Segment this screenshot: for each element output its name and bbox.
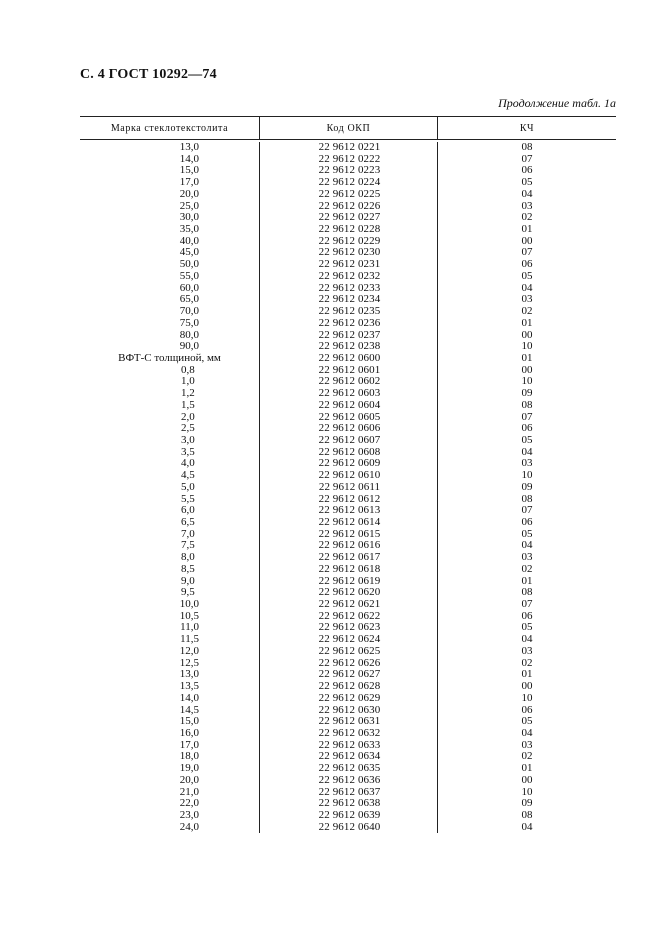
table-row [80,728,616,740]
grade-value: 17,0 [179,176,199,189]
grade-value: 65,0 [179,293,199,306]
kch-cell: 02 [437,564,616,576]
grade-value: 16,0 [179,726,199,739]
okp-code-cell: 22 9612 0616 [259,540,437,552]
kch-cell: 06 [437,165,616,177]
kch-cell: 08 [437,587,616,599]
grade-value: 6,5 [181,516,195,528]
okp-code-cell: 22 9612 0604 [259,400,437,412]
grade-value: 1,5 [181,398,195,411]
okp-code-cell: 22 9612 0639 [259,810,437,822]
kch-cell: 08 [437,810,616,822]
okp-code-cell: 22 9612 0636 [259,775,437,787]
okp-code-cell: 22 9612 0619 [259,576,437,588]
grade-cell [80,775,259,787]
grade-cell [80,611,259,623]
okp-code-cell: 22 9612 0613 [259,505,437,517]
grade-value: 5,5 [181,492,195,505]
okp-code-cell: 22 9612 0233 [259,283,437,295]
table-row [80,224,616,236]
grade-cell [80,283,259,295]
grade-value: 11,0 [180,621,199,634]
kch-cell: 02 [437,658,616,670]
table-row [80,435,616,447]
okp-code-cell: 22 9612 0629 [259,693,437,705]
okp-code-cell: 22 9612 0607 [259,435,437,447]
okp-code-cell: 22 9612 0631 [259,716,437,728]
grade-value: 60,0 [179,281,199,294]
okp-code-cell: 22 9612 0238 [259,341,437,353]
grade-value: 50,0 [179,258,199,271]
okp-code-cell: 22 9612 0237 [259,330,437,342]
okp-code-cell: 22 9612 0627 [259,669,437,681]
kch-cell: 04 [437,283,616,295]
grade-cell [80,388,259,400]
table-row [80,271,616,283]
kch-cell: 04 [437,822,616,834]
grade-value: 18,0 [179,750,199,763]
kch-cell: 00 [437,365,616,377]
grade-value: 6,0 [181,504,195,517]
table-row [80,400,616,412]
kch-cell: 01 [437,224,616,236]
grade-value: 15,0 [179,715,199,728]
okp-code-cell: 22 9612 0621 [259,599,437,611]
kch-cell: 00 [437,775,616,787]
grade-cell [80,669,259,681]
grade-value: 30,0 [179,211,199,224]
grade-value: 12,0 [179,644,199,657]
grade-cell [80,587,259,599]
grade-value: 13,0 [179,141,199,153]
okp-code-cell: 22 9612 0602 [259,376,437,388]
kch-cell: 06 [437,259,616,271]
table-row [80,517,616,529]
grade-value: 3,5 [181,445,195,458]
grade-cell [80,458,259,470]
grade-value: 14,0 [179,691,199,704]
grade-cell [80,646,259,658]
kch-cell: 01 [437,669,616,681]
okp-code-cell: 22 9612 0230 [259,247,437,259]
kch-cell: 10 [437,376,616,388]
kch-cell: 05 [437,529,616,541]
okp-code-cell: 22 9612 0221 [259,142,437,154]
grade-value: 8,5 [181,562,195,575]
kch-cell: 05 [437,622,616,634]
kch-cell: 04 [437,189,616,201]
okp-code-cell: 22 9612 0600 [259,353,437,365]
kch-cell: 01 [437,576,616,588]
okp-code-cell: 22 9612 0615 [259,529,437,541]
kch-cell: 06 [437,611,616,623]
grade-value: 17,0 [179,738,199,751]
okp-code-cell: 22 9612 0623 [259,622,437,634]
grade-value: 14,0 [179,152,199,165]
grade-value: 3,0 [181,433,195,446]
kch-cell: 05 [437,716,616,728]
kch-cell: 09 [437,388,616,400]
grade-value: 7,5 [181,539,195,552]
okp-code-cell: 22 9612 0625 [259,646,437,658]
kch-cell: 03 [437,201,616,213]
grade-cell [80,622,259,634]
grade-value: 4,0 [181,457,195,470]
table-row [80,482,616,494]
page-header: С. 4 ГОСТ 10292—74 [80,67,217,82]
kch-cell: 02 [437,212,616,224]
grade-value: 13,0 [179,668,199,681]
grade-value: 2,0 [181,410,195,423]
grade-value: 11,5 [180,633,199,646]
kch-cell: 08 [437,494,616,506]
grade-cell [80,165,259,177]
grade-cell [80,552,259,564]
grade-cell [80,705,259,717]
okp-code-cell: 22 9612 0235 [259,306,437,318]
grade-value: 25,0 [179,199,199,212]
kch-cell: 01 [437,318,616,330]
column-header-grade: Марка стеклотекстолита [110,122,229,134]
kch-cell: 06 [437,423,616,435]
kch-cell: 05 [437,271,616,283]
grade-cell [80,177,259,189]
okp-code-cell: 22 9612 0637 [259,787,437,799]
grade-cell [80,599,259,611]
table-row [80,810,616,822]
grade-value: 20,0 [179,773,199,786]
okp-code-cell: 22 9612 0635 [259,763,437,775]
kch-cell: 10 [437,787,616,799]
grade-cell [80,658,259,670]
okp-code-cell: 22 9612 0236 [259,318,437,330]
kch-cell: 07 [437,412,616,424]
kch-cell: 03 [437,552,616,564]
grade-cell [80,822,259,834]
grade-cell [80,693,259,705]
kch-cell: 00 [437,681,616,693]
okp-code-cell: 22 9612 0227 [259,212,437,224]
kch-cell: 03 [437,646,616,658]
grade-value: 4,5 [181,469,195,482]
grade-value: 12,5 [179,656,199,669]
kch-cell: 09 [437,798,616,810]
table-header [80,116,616,140]
table-row [80,646,616,658]
grade-value: 45,0 [179,246,199,259]
okp-code-cell: 22 9612 0229 [259,236,437,248]
table-body [80,140,616,833]
grade-cell [80,447,259,459]
grade-value: 70,0 [179,305,199,318]
grade-cell [80,412,259,424]
okp-code-cell: 22 9612 0626 [259,658,437,670]
grade-cell [80,763,259,775]
grade-value: 20,0 [179,187,199,200]
kch-cell: 08 [437,142,616,154]
kch-cell: 07 [437,154,616,166]
grade-value: 19,0 [179,762,199,775]
grade-value: 1,0 [181,375,195,388]
column-header-kch: КЧ [437,117,616,139]
grade-cell [80,330,259,342]
grade-value: 14,5 [179,703,199,716]
okp-code-cell: 22 9612 0226 [259,201,437,213]
grade-cell [80,716,259,728]
okp-code-cell: 22 9612 0231 [259,259,437,271]
grade-value: 13,5 [179,680,199,693]
grade-cell [80,494,259,506]
grade-cell [80,751,259,763]
kch-cell: 02 [437,306,616,318]
kch-cell: 03 [437,294,616,306]
grade-cell [80,201,259,213]
kch-cell: 09 [437,482,616,494]
grade-value: 35,0 [179,223,199,236]
kch-cell: 10 [437,470,616,482]
kch-cell: 05 [437,435,616,447]
okp-code-cell: 22 9612 0632 [259,728,437,740]
kch-cell: 10 [437,341,616,353]
okp-code-cell: 22 9612 0628 [259,681,437,693]
kch-cell: 02 [437,751,616,763]
grade-cell [80,505,259,517]
kch-cell: 01 [437,763,616,775]
grade-cell [80,482,259,494]
okp-code-cell: 22 9612 0634 [259,751,437,763]
table-row [80,353,616,365]
table-row [80,693,616,705]
kch-cell: 07 [437,599,616,611]
grade-value: 7,0 [181,527,195,540]
kch-cell: 00 [437,330,616,342]
okp-code-cell: 22 9612 0606 [259,423,437,435]
grade-cell [80,353,259,365]
grade-value: 15,0 [179,164,199,177]
okp-code-cell: 22 9612 0612 [259,494,437,506]
okp-code-cell: 22 9612 0614 [259,517,437,529]
okp-code-cell: 22 9612 0603 [259,388,437,400]
okp-code-cell: 22 9612 0617 [259,552,437,564]
grade-cell [80,142,259,154]
okp-code-cell: 22 9612 0633 [259,740,437,752]
okp-code-cell: 22 9612 0624 [259,634,437,646]
okp-code-cell: 22 9612 0609 [259,458,437,470]
grade-value: 9,5 [181,586,195,599]
grade-cell [80,423,259,435]
grade-cell [80,517,259,529]
okp-code-cell: 22 9612 0222 [259,154,437,166]
grade-value: 5,0 [181,480,195,493]
grade-cell [80,247,259,259]
table-row [80,318,616,330]
table-row [80,142,616,154]
grade-cell [80,540,259,552]
grade-value: 40,0 [179,234,199,247]
grade-cell [80,376,259,388]
grade-value: 90,0 [179,340,199,353]
grade-cell [80,564,259,576]
grade-value: 10,5 [179,609,199,622]
grade-cell [80,212,259,224]
okp-code-cell: 22 9612 0225 [259,189,437,201]
grade-cell [80,271,259,283]
grade-cell [80,294,259,306]
grade-cell [80,728,259,740]
kch-cell: 08 [437,400,616,412]
kch-cell: 03 [437,458,616,470]
okp-code-cell: 22 9612 0620 [259,587,437,599]
grade-value: 0,8 [181,363,195,376]
kch-cell: 00 [437,236,616,248]
kch-cell: 10 [437,693,616,705]
okp-code-cell: 22 9612 0608 [259,447,437,459]
grade-cell [80,400,259,412]
data-table [80,116,616,833]
grade-cell [80,189,259,201]
kch-cell: 01 [437,353,616,365]
okp-code-cell: 22 9612 0610 [259,470,437,482]
grade-cell [80,318,259,330]
okp-code-cell: 22 9612 0228 [259,224,437,236]
table-row [80,189,616,201]
grade-cell [80,224,259,236]
okp-code-cell: 22 9612 0630 [259,705,437,717]
grade-cell [80,154,259,166]
okp-code-cell: 22 9612 0611 [259,482,437,494]
grade-cell [80,810,259,822]
grade-cell [80,529,259,541]
grade-value: 1,2 [181,387,195,400]
okp-code-cell: 22 9612 0224 [259,177,437,189]
kch-cell: 04 [437,728,616,740]
table-row [80,775,616,787]
grade-cell [80,365,259,377]
okp-code-cell: 22 9612 0234 [259,294,437,306]
kch-cell: 04 [437,447,616,459]
okp-code-cell: 22 9612 0622 [259,611,437,623]
grade-cell [80,740,259,752]
grade-value: ВФТ-С толщиной, мм [118,351,221,364]
grade-cell [80,798,259,810]
grade-value: 21,0 [179,785,199,798]
okp-code-cell: 22 9612 0618 [259,564,437,576]
okp-code-cell: 22 9612 0223 [259,165,437,177]
okp-code-cell: 22 9612 0640 [259,822,437,834]
table-row [80,822,616,834]
kch-cell: 07 [437,247,616,259]
okp-code-cell: 22 9612 0232 [259,271,437,283]
grade-cell [80,470,259,482]
kch-cell: 07 [437,505,616,517]
kch-cell: 05 [437,177,616,189]
kch-cell: 03 [437,740,616,752]
grade-cell [80,576,259,588]
grade-value: 9,0 [181,574,195,587]
table-continuation-note: Продолжение табл. 1а [498,96,616,110]
okp-code-cell: 22 9612 0601 [259,365,437,377]
grade-cell [80,787,259,799]
grade-value: 80,0 [179,328,199,341]
grade-cell [80,306,259,318]
grade-value: 2,5 [181,422,195,435]
grade-cell [80,634,259,646]
grade-cell [80,259,259,271]
grade-value: 23,0 [179,808,199,821]
column-header-okp-code: Код ОКП [259,117,437,139]
kch-cell: 06 [437,705,616,717]
grade-value: 24,0 [179,820,199,833]
grade-cell [80,681,259,693]
grade-value: 22,0 [179,797,199,810]
grade-value: 55,0 [179,269,199,282]
table-row [80,599,616,611]
okp-code-cell: 22 9612 0638 [259,798,437,810]
okp-code-cell: 22 9612 0605 [259,412,437,424]
grade-value: 8,0 [181,551,195,564]
grade-value: 10,0 [179,598,199,611]
grade-value: 75,0 [179,316,199,329]
kch-cell: 04 [437,634,616,646]
grade-cell [80,435,259,447]
table-row [80,564,616,576]
kch-cell: 04 [437,540,616,552]
kch-cell: 06 [437,517,616,529]
grade-cell [80,236,259,248]
